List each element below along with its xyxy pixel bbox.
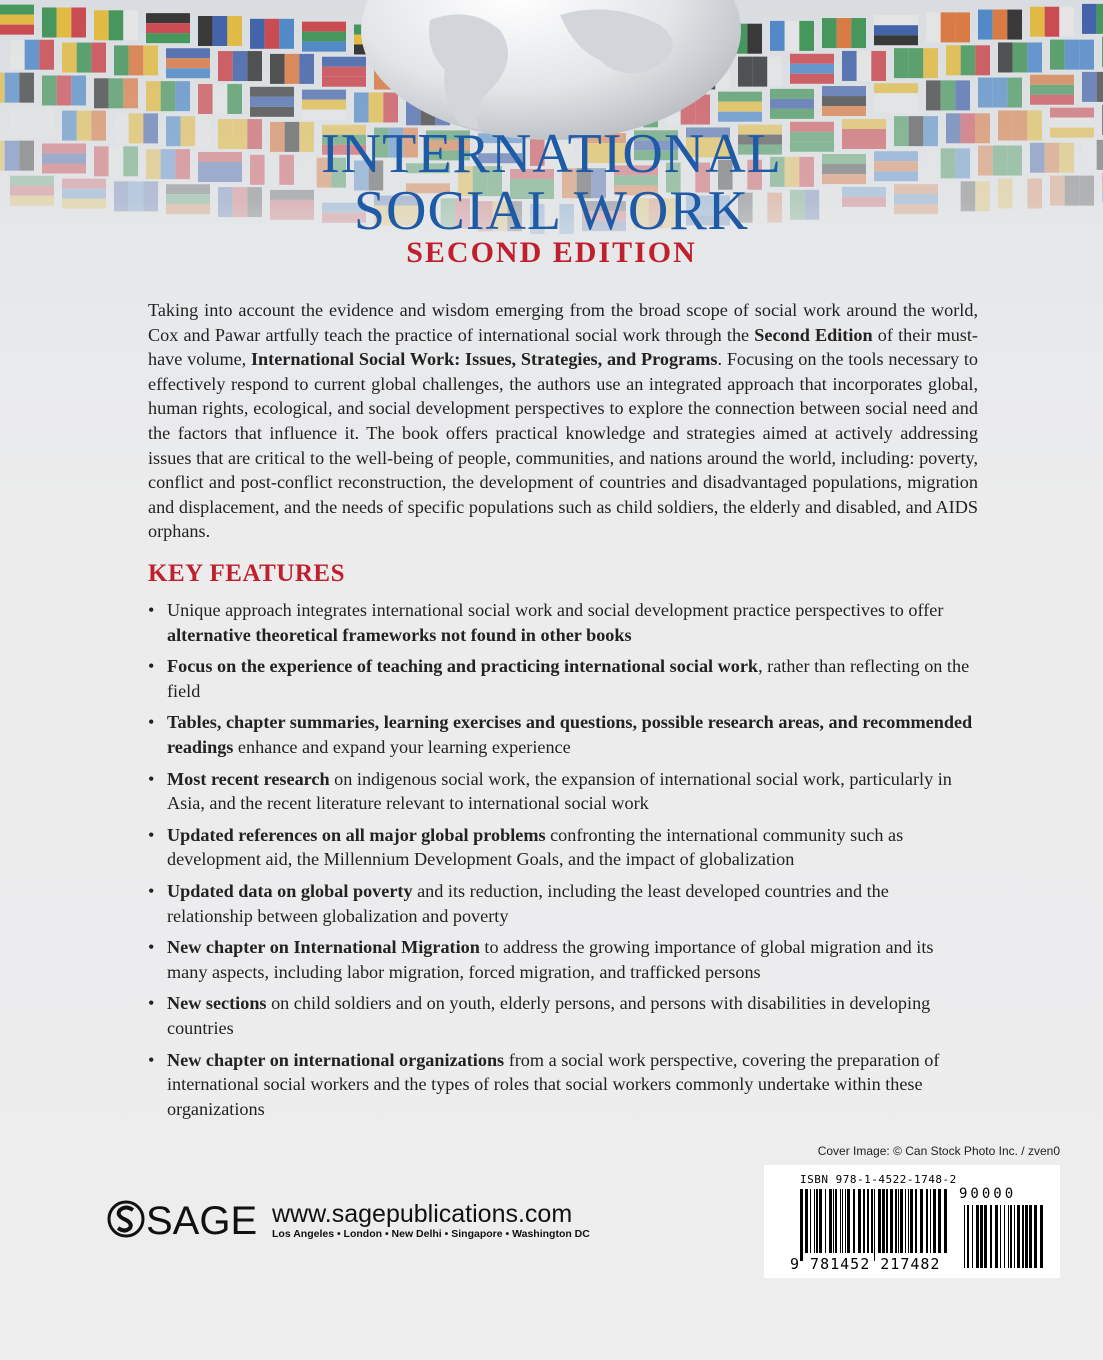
- feature-item: [148, 598, 978, 647]
- feature-item: [148, 879, 978, 928]
- feature-text-bold: Updated references on all major global problems: [167, 824, 546, 845]
- bullet-icon: •: [148, 768, 155, 789]
- publisher-cities: Los Angeles • London • New Delhi • Singapore • Washington DC: [272, 1228, 590, 1240]
- bullet-icon: •: [148, 712, 155, 733]
- flag-icon: [978, 10, 1022, 40]
- flag-icon: [270, 54, 314, 84]
- feature-text-bold: Most recent research: [167, 768, 330, 789]
- flag-icon: [250, 87, 294, 117]
- book-title-line-1: INTERNATIONAL: [321, 123, 782, 185]
- flag-icon: [738, 57, 782, 87]
- bullet-icon: •: [148, 993, 155, 1014]
- book-description: [148, 298, 978, 544]
- flag-icon: [1082, 4, 1103, 34]
- flag-icon: [718, 92, 762, 122]
- flag-icon: [146, 81, 190, 111]
- flag-icon: [790, 54, 834, 84]
- flag-icon: [166, 48, 210, 78]
- flag-icon: [770, 89, 814, 119]
- key-features-list: [148, 598, 978, 1128]
- flag-icon: [322, 57, 366, 87]
- feature-item: [148, 991, 978, 1040]
- flag-icon: [198, 84, 242, 114]
- description-bold-edition: Second Edition: [754, 324, 873, 345]
- feature-text-bold: New chapter on International Migration: [167, 937, 480, 958]
- ean-digits: 9 781452 217482: [790, 1255, 941, 1273]
- flag-icon: [114, 45, 158, 75]
- flag-icon: [946, 45, 990, 75]
- key-features-heading: KEY FEATURES: [148, 560, 346, 587]
- description-text: of their must-have volume,: [148, 324, 978, 370]
- feature-text-pre: Unique approach integrates international social work and social development practice perspectives to offer: [167, 600, 944, 620]
- feature-item: [148, 710, 978, 759]
- flag-icon: [1030, 7, 1074, 37]
- flag-icon: [146, 13, 190, 43]
- flag-icon: [926, 12, 970, 42]
- description-text: Taking into account the evidence and wisdom emerging from the broad scope of social work around the world, Cox and Pawar artfully teach the practice of international social work through the: [148, 300, 978, 345]
- feature-item: [148, 935, 978, 984]
- flag-icon: [874, 15, 918, 45]
- flag-icon: [0, 73, 34, 103]
- description-bold-title: International Social Work: Issues, Strategies, and Programs: [250, 349, 718, 370]
- cover-image-credit: Cover Image: © Can Stock Photo Inc. / zven0: [817, 1144, 1060, 1158]
- flag-icon: [302, 22, 346, 52]
- bullet-icon: •: [148, 880, 155, 901]
- flag-icon: [62, 43, 106, 73]
- feature-item: [148, 654, 978, 703]
- flag-icon: [302, 90, 346, 120]
- flag-icon: [42, 7, 86, 37]
- flag-icon: [0, 5, 34, 35]
- flag-icon: [926, 80, 970, 110]
- flag-icon: [10, 40, 54, 70]
- flag-icon: [1082, 72, 1103, 102]
- sage-logo: [106, 1197, 266, 1246]
- flag-icon: [874, 83, 918, 113]
- flag-icon: [894, 48, 938, 78]
- flag-icon: [822, 18, 866, 48]
- price-code: 90000: [959, 1186, 1017, 1202]
- flag-icon: [218, 51, 262, 81]
- feature-item: [148, 823, 978, 872]
- flag-icon: [1050, 40, 1094, 70]
- bullet-icon: •: [148, 937, 155, 958]
- feature-item: [148, 767, 978, 816]
- flag-icon: [250, 19, 294, 49]
- flag-icon: [1030, 75, 1074, 105]
- feature-text-bold: Focus on the experience of teaching and practicing international social work: [167, 656, 759, 677]
- flag-icon: [770, 21, 814, 51]
- feature-text-post: from a social work perspective, covering the preparation of international social workers and the types of roles that social workers commonly undertake within these organizations: [167, 1049, 940, 1119]
- edition-label: SECOND EDITION: [406, 236, 697, 269]
- barcode-panel: [764, 1165, 1060, 1278]
- bullet-icon: •: [148, 656, 155, 677]
- feature-text-post: confronting the international community such as development aid, the Millennium Development Goals, and the impact of globalization: [167, 824, 904, 870]
- flag-icon: [94, 10, 138, 40]
- feature-text-post: on child soldiers and on youth, elderly persons, and persons with disabilities in developing countries: [167, 993, 931, 1038]
- feature-text-post: on indigenous social work, the expansion of international social work, particularly in Asia, and the recent literature relevant to international social work: [167, 768, 952, 814]
- feature-text-bold: New chapter on international organizations: [167, 1049, 505, 1070]
- feature-text-bold: New sections: [167, 993, 267, 1014]
- book-title-line-2: SOCIAL WORK: [353, 180, 750, 242]
- feature-text-post: and its reduction, including the least developed countries and the relationship between globalization and poverty: [167, 880, 889, 926]
- feature-text-bold: Tables, chapter summaries, learning exercises and questions, possible research areas, and recommended readings: [167, 712, 973, 757]
- feature-text-bold: Updated data on global poverty: [167, 880, 413, 901]
- description-text: . Focusing on the tools necessary to effectively respond to current global challenges, the authors use an integrated approach that incorporates global, human rights, ecological, and social development perspectives to explore the connection between social need and the factors that influence it. The book offers practical knowledge and strategies aimed at actively addressing issues that are critical to the well-being of people, communities, and nations around the world, including: poverty, conflict and post-conflict reconstruction, the development of countries and disadvantaged populations, migration and displacement, and the needs of specific populations such as child soldiers, the elderly and disabled, and AIDS orphans.: [148, 349, 979, 542]
- sage-logo-text: SAGE: [146, 1199, 258, 1241]
- flag-icon: [42, 75, 86, 105]
- flag-icon: [978, 78, 1022, 108]
- feature-text-post: to address the growing importance of global migration and its many aspects, including labor migration, forced migration, and trafficked persons: [167, 937, 934, 982]
- flag-icon: [998, 42, 1042, 72]
- bullet-icon: •: [148, 1049, 155, 1070]
- flag-icon: [842, 51, 886, 81]
- feature-text-bold: alternative theoretical frameworks not found in other books: [167, 624, 632, 645]
- flag-icon: [354, 92, 398, 122]
- flag-icon: [94, 78, 138, 108]
- feature-item: [148, 1048, 978, 1122]
- publisher-url[interactable]: www.sagepublications.com: [272, 1200, 573, 1228]
- bullet-icon: •: [148, 824, 155, 845]
- bullet-icon: •: [148, 600, 155, 620]
- feature-text-post: enhance and expand your learning experience: [233, 736, 571, 757]
- isbn-label: ISBN 978-1-4522-1748-2: [800, 1173, 957, 1186]
- flag-icon: [198, 16, 242, 46]
- flag-icon: [822, 86, 866, 116]
- feature-text-post: , rather than reflecting on the field: [167, 656, 970, 701]
